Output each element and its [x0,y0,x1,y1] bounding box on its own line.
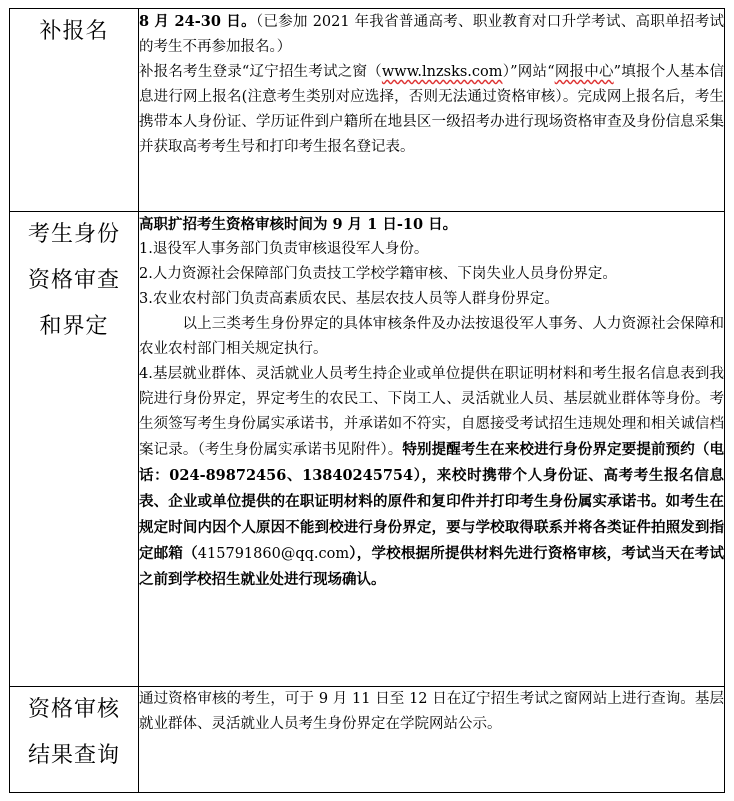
content-cell [139,687,725,793]
email-address[interactable]: 415791860@qq.com [197,546,350,562]
list-item: 2.人力资源社会保障部门负责技工学校学籍审核、下岗失业人员身份界定。 [139,266,617,282]
list-item-4 [139,362,724,593]
label-cell [10,212,139,687]
row-label-line-3: 和界定 [39,314,109,339]
row-label-line-1: 资格审核 [27,697,120,722]
row-result-query [10,687,725,793]
label-cell [10,9,139,212]
row-label: 补报名 [39,19,109,44]
row-identity-review [10,212,725,687]
website-link[interactable]: www.lnzsks.com [381,64,503,80]
text-segment: ”填报个人基本信息进行网上报名(注意考生类别对应选择，否则无法通过资格审核）。完成网上报名后，考生携带本人身份证、学历证件到户籍所在地县区一级招考办进行现场资格审查及身份信息采集并获取高考考生号和打印考生报名登记表。 [139,64,725,155]
query-instructions: 通过资格审核的考生，可于 9 月 11 日至 12 日在辽宁招生考试之窗网站上进行查询。基层就业群体、灵活就业人员考生身份界定在学院网站公示。 [139,691,724,732]
row-label-line-2: 结果查询 [27,743,120,768]
label-cell [10,687,139,793]
text-segment: ）”网站“ [502,64,555,80]
text-segment: 补报名考生登录“辽宁招生考试之窗（ [139,64,382,80]
site-section-name: 网报中心 [554,64,614,80]
indented-paragraph: 以上三类考生身份界定的具体审核条件及办法按退役军人事务、人力资源社会保障和农业农村部门相关规定执行。 [139,316,724,357]
special-reminder: 特别提醒考生在来校进行身份界定要提前预约（电话：024-89872456、13840245754），来校时携带个人身份证、高考考生报名信息表、企业或单位提供的在职证明材料的原件和复印件并打印考生身份属实承诺书。如考生在规定时间内因个人原因不能到校进行身份界定，要与学校取得联系并将各类证件拍照发到指定邮箱（ [139,441,724,562]
special-reminder-cont: ），学校根据所提供材料先进行资格审核，考试当天在考试之前到学校招生就业处进行现场确认。 [139,545,725,588]
note-text: （已参加 2021 年我省普通高考、职业教育对口升学考试、高职单招考试的考生不再参加报名。） [139,14,725,55]
content-cell [139,212,725,687]
list-item: 3.农业农村部门负责高素质农民、基层农技人员等人群身份界定。 [139,291,559,307]
row-label-line-2: 资格审查 [27,268,120,293]
content-cell [139,9,725,212]
registration-instructions [139,60,724,160]
list-item: 1.退役军人事务部门负责审核退役军人身份。 [139,241,429,257]
info-table [9,8,725,793]
review-period-heading: 高职扩招考生资格审核时间为 9 月 1 日-10 日。 [139,216,458,233]
text-segment: 4.基层就业群体、灵活就业人员考生持企业或单位提供在职证明材料和考生报名信息表到我院进行身份界定，界定考生的农民工、下岗工人、灵活就业人员、基层就业群体等身份。考生须签写考生身份属实承诺书，并承诺如不符实，自愿接受考试招生违规处理和相关诚信档案记录。（考生身份属实承诺书见附件）。 [139,366,724,458]
row-supplementary-registration [10,9,725,212]
row-label-line-1: 考生身份 [27,222,120,247]
date-range: 8 月 24-30 日。 [139,13,256,30]
